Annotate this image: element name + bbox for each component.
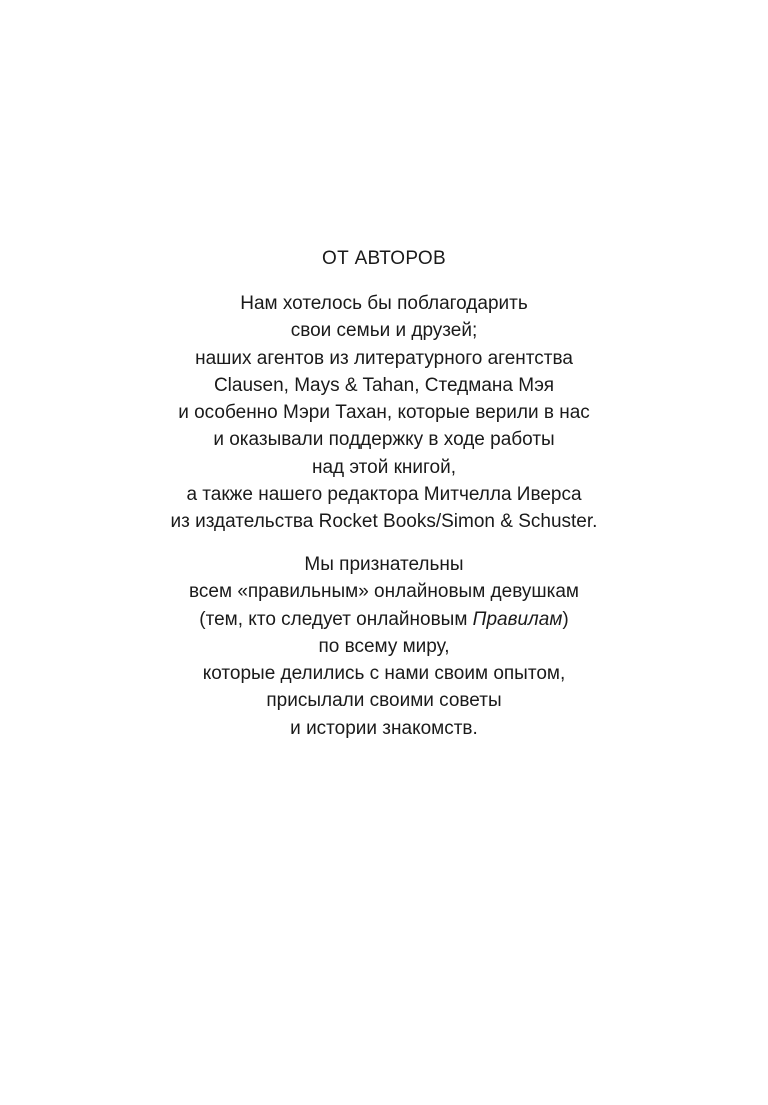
text-line: над этой книгой,	[311, 456, 457, 478]
text-line: наших агентов из литературного агентства	[195, 347, 573, 369]
italic-emphasis: Правилам	[472, 608, 563, 630]
text-line: свои семьи и друзей;	[290, 320, 478, 342]
text-line: которые делились с нами своим опытом,	[202, 663, 566, 685]
text-line: из издательства Rocket Books/Simon & Schuster.	[170, 511, 598, 533]
text-line-with-emphasis	[0, 606, 768, 633]
text-line: по всему миру,	[318, 635, 450, 657]
text-line: Мы признательны	[304, 554, 464, 575]
text-line: всем «правильным» онлайновым девушкам	[189, 581, 579, 603]
text-line: присылали своими советы	[266, 690, 502, 712]
text-segment: )	[562, 608, 569, 630]
section-heading: ОТ АВТОРОВ	[322, 248, 446, 269]
text-line: Нам хотелось бы поблагодарить	[240, 293, 528, 314]
text-line: а также нашего редактора Митчелла Иверса	[186, 484, 582, 506]
text-segment: (тем, кто следует онлайновым	[199, 608, 473, 630]
text-line: и оказывали поддержку в ходе работы	[213, 429, 555, 451]
acknowledgements-paragraph-1	[0, 290, 768, 536]
text-line: и особенно Мэри Тахан, которые верили в нас	[178, 402, 590, 424]
text-line: Clausen, Mays & Tahan, Стедмана Мэя	[213, 374, 555, 396]
acknowledgements-paragraph-2	[0, 551, 768, 742]
text-line: и истории знакомств.	[290, 717, 478, 739]
